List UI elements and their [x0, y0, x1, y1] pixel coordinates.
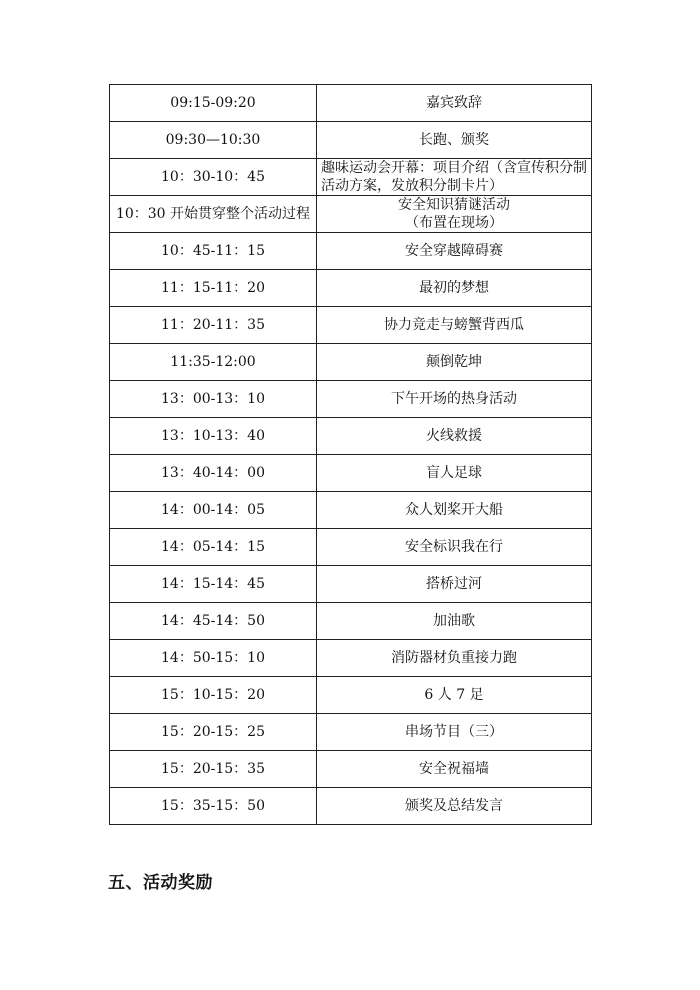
activity-cell: 下午开场的热身活动 — [317, 381, 592, 418]
time-cell: 14：05-14：15 — [110, 529, 317, 566]
table-row — [110, 492, 592, 529]
activity-cell: 安全祝福墙 — [317, 751, 592, 788]
activity-cell: 颁奖及总结发言 — [317, 788, 592, 825]
table-row — [110, 455, 592, 492]
time-cell: 15：35-15：50 — [110, 788, 317, 825]
time-cell: 10：45-11：15 — [110, 233, 317, 270]
activity-cell: 趣味运动会开幕：项目介绍（含宣传积分制 活动方案，发放积分制卡片） — [317, 159, 592, 196]
time-cell: 13：00-13：10 — [110, 381, 317, 418]
time-cell: 11:35-12:00 — [110, 344, 317, 381]
table-row — [110, 640, 592, 677]
time-cell: 13：10-13：40 — [110, 418, 317, 455]
activity-cell: 最初的梦想 — [317, 270, 592, 307]
time-cell: 14：15-14：45 — [110, 566, 317, 603]
table-row — [110, 85, 592, 122]
activity-cell: 颠倒乾坤 — [317, 344, 592, 381]
time-cell: 15：10-15：20 — [110, 677, 317, 714]
time-cell: 15：20-15：35 — [110, 751, 317, 788]
table-row — [110, 677, 592, 714]
activity-cell: 众人划桨开大船 — [317, 492, 592, 529]
activity-cell: 搭桥过河 — [317, 566, 592, 603]
table-row — [110, 418, 592, 455]
activity-cell: 6 人 7 足 — [317, 677, 592, 714]
table-row — [110, 529, 592, 566]
time-cell: 14：00-14：05 — [110, 492, 317, 529]
time-cell: 11：15-11：20 — [110, 270, 317, 307]
table-row — [110, 122, 592, 159]
time-cell: 10：30 开始贯穿整个活动过程 — [110, 196, 317, 233]
time-cell: 09:30—10:30 — [110, 122, 317, 159]
time-cell: 11：20-11：35 — [110, 307, 317, 344]
activity-cell: 安全标识我在行 — [317, 529, 592, 566]
table-row — [110, 788, 592, 825]
time-cell: 14：50-15：10 — [110, 640, 317, 677]
table-row — [110, 603, 592, 640]
table-row — [110, 159, 592, 196]
activity-cell: 嘉宾致辞 — [317, 85, 592, 122]
schedule-table — [109, 84, 592, 825]
activity-cell: 火线救援 — [317, 418, 592, 455]
activity-cell: 盲人足球 — [317, 455, 592, 492]
activity-cell: 安全穿越障碍赛 — [317, 233, 592, 270]
table-row — [110, 270, 592, 307]
activity-cell: 安全知识猜谜活动 （布置在现场） — [317, 196, 592, 233]
table-row — [110, 307, 592, 344]
schedule-table-body — [110, 85, 592, 825]
table-row — [110, 751, 592, 788]
table-row — [110, 381, 592, 418]
activity-cell: 长跑、颁奖 — [317, 122, 592, 159]
time-cell: 10：30-10：45 — [110, 159, 317, 196]
table-row — [110, 344, 592, 381]
activity-cell: 串场节目（三） — [317, 714, 592, 751]
activity-cell: 加油歌 — [317, 603, 592, 640]
time-cell: 15：20-15：25 — [110, 714, 317, 751]
activity-cell: 消防器材负重接力跑 — [317, 640, 592, 677]
time-cell: 14：45-14：50 — [110, 603, 317, 640]
time-cell: 09:15-09:20 — [110, 85, 317, 122]
section-heading-awards: 五、活动奖励 — [108, 873, 213, 893]
table-row — [110, 233, 592, 270]
table-row — [110, 566, 592, 603]
time-cell: 13：40-14：00 — [110, 455, 317, 492]
activity-cell: 协力竞走与螃蟹背西瓜 — [317, 307, 592, 344]
table-row — [110, 196, 592, 233]
table-row — [110, 714, 592, 751]
